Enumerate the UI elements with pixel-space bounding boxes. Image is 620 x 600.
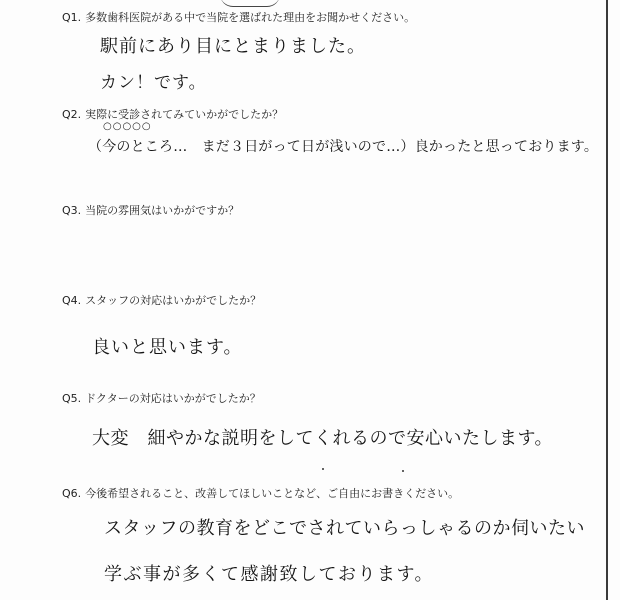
ink-speck	[322, 468, 324, 470]
question-6-number: Q6.	[62, 487, 82, 500]
question-5-text: ドクターの対応はいかがでしたか？	[85, 392, 261, 405]
question-2	[62, 108, 283, 122]
question-2-number: Q2.	[62, 108, 82, 121]
top-edge-mark	[220, 0, 280, 7]
question-5	[62, 392, 261, 406]
question-1-text: 多数歯科医院がある中で当院を選ばれた理由をお聞かせください。	[85, 11, 416, 24]
question-6	[62, 487, 459, 501]
answer-1-line-1: 駅前にあり目にとまりました。	[100, 36, 366, 57]
question-1	[62, 11, 415, 25]
question-4-number: Q4.	[62, 294, 82, 307]
answer-5-line-1: 大変 細やかな説明をしてくれるので安心いたします。	[92, 428, 554, 449]
question-3-text: 当院の雰囲気はいかがですか？	[85, 204, 240, 217]
question-3	[62, 204, 239, 218]
answer-2-line-1: （今のところ… まだ３日がって日が浅いので…）良かったと思っております。	[88, 139, 599, 155]
question-4-text: スタッフの対応はいかがでしたか？	[85, 294, 262, 307]
question-2-text: 実際に受診されてみていかがでしたか？	[85, 108, 284, 121]
question-1-number: Q1.	[62, 11, 82, 24]
question-6-text: 今後希望されること、改善してほしいことなど、ご自由にお書きください。	[85, 487, 460, 500]
answer-2-emphasis-marks: ○○○○○	[103, 121, 152, 132]
question-4	[62, 294, 261, 308]
answer-6-line-1: スタッフの教育をどこでされていらっしゃるのか伺いたい	[104, 518, 585, 539]
answer-6-line-2: 学ぶ事が多くて感謝致しております。	[104, 564, 435, 585]
answer-1-line-2: カン！です。	[100, 73, 207, 93]
right-border-line	[606, 0, 608, 600]
ink-speck	[402, 470, 404, 472]
question-3-number: Q3.	[62, 204, 82, 217]
answer-4-line-1: 良いと思います。	[92, 337, 243, 358]
question-5-number: Q5.	[62, 392, 82, 405]
